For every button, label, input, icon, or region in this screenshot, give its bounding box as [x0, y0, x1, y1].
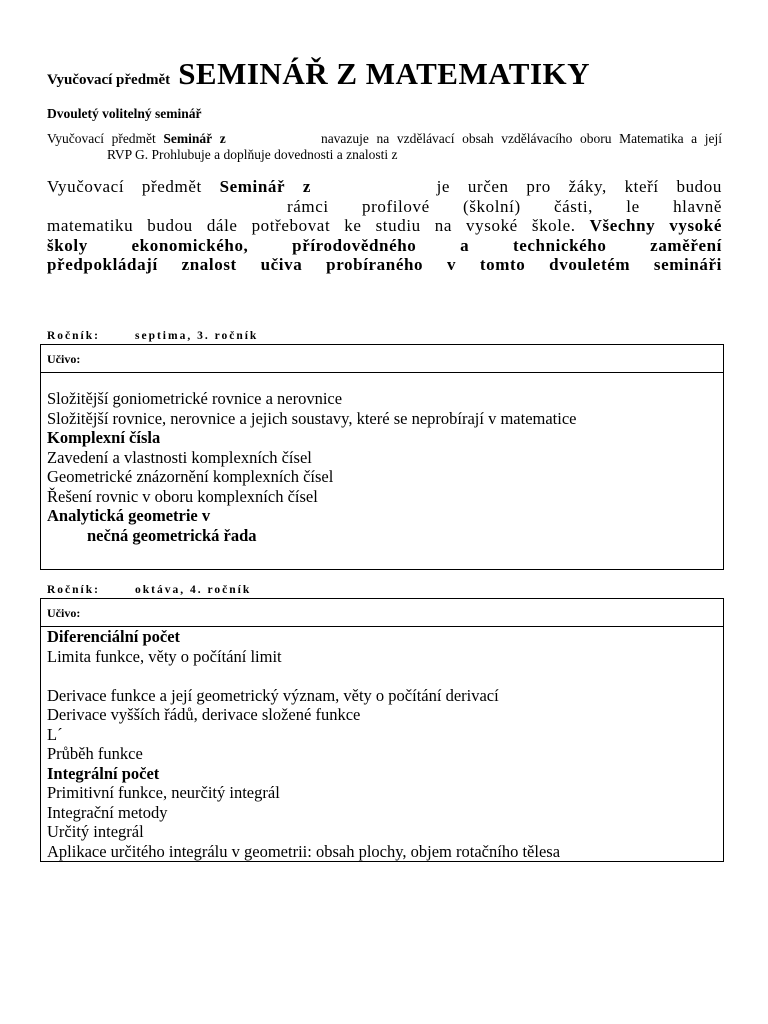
rocnik-value: oktáva, 4. ročník — [135, 584, 252, 596]
list-item: Složitější rovnice, nerovnice a jejich soustavy, které se neprobírají v matematice — [47, 408, 577, 428]
list-item: Aplikace určitého integrálu v geometrii: obsah plochy, objem rotačního tělesa — [47, 841, 561, 861]
subject-prefix: Vyučovací předmět — [47, 72, 171, 88]
list-item: Průběh funkce — [47, 744, 143, 763]
list-item: Derivace vyšších řádů, derivace složené funkce — [47, 705, 361, 724]
curriculum-list — [41, 627, 723, 861]
curriculum-box-oktava — [40, 598, 724, 862]
list-heading: Diferenciální počet — [47, 627, 181, 646]
para-line-4: školy ekonomického, přírodovědného a technického zaměření — [47, 235, 722, 255]
seminar-type: Dvouletý volitelný seminář — [47, 106, 202, 121]
intro-line-2: RVP G. Prohlubuje a doplňuje dovednosti a znalosti z — [107, 147, 398, 162]
subject-title: SEMINÁŘ Z MATEMATIKY — [178, 56, 591, 91]
rocnik-label: Ročník: — [47, 330, 100, 342]
list-item: Zavedení a vlastnosti komplexních čísel — [47, 447, 312, 467]
list-item: L´ — [47, 724, 63, 744]
document-title — [47, 56, 590, 96]
rocnik-label: Ročník: — [47, 584, 100, 596]
rocnik-value: septima, 3. ročník — [135, 330, 259, 342]
list-item: nečná geometrická řada — [87, 525, 257, 545]
list-heading: Integrální počet — [47, 763, 160, 783]
para-line-5: předpokládají znalost učiva probíraného v tomto dvouletém semináři — [47, 255, 722, 274]
rocnik-septima — [47, 330, 259, 342]
ucivo-header: Učivo: — [41, 599, 723, 627]
para-line-2: rámci profilové (školní) části, le hlavně — [287, 196, 722, 216]
list-item: Integrační metody — [47, 802, 168, 822]
curriculum-list — [41, 373, 723, 545]
curriculum-box-septima — [40, 344, 724, 570]
list-item: Primitivní funkce, neurčitý integrál — [47, 783, 280, 802]
intro-text — [47, 131, 722, 163]
para-line-3: matematiku budou dále potřebovat ke studiu na vysoké škole. Všechny vysoké — [47, 216, 722, 235]
list-item: Řešení rovnic v oboru komplexních čísel — [47, 486, 318, 506]
list-item: Limita funkce, věty o počítání limit — [47, 646, 282, 666]
list-heading: Komplexní čísla — [47, 428, 161, 447]
list-item: Složitější goniometrické rovnice a nerovnice — [47, 389, 343, 408]
list-item: Derivace funkce a její geometrický význam, věty o počítání derivací — [47, 685, 499, 705]
list-heading: Analytická geometrie v — [47, 506, 211, 525]
intro-line-1: Vyučovací předmět Seminář z navazuje na vzdělávací obsah vzdělávacího oboru Matematika a její — [47, 131, 723, 146]
para-line-1: Vyučovací předmět Seminář z je určen pro žáky, kteří budou — [47, 177, 722, 196]
rocnik-oktava — [47, 584, 252, 596]
ucivo-header: Učivo: — [41, 345, 723, 373]
list-item: Určitý integrál — [47, 822, 144, 841]
list-item — [47, 666, 723, 686]
description-paragraph — [47, 177, 722, 275]
list-item: Geometrické znázornění komplexních čísel — [47, 467, 334, 486]
